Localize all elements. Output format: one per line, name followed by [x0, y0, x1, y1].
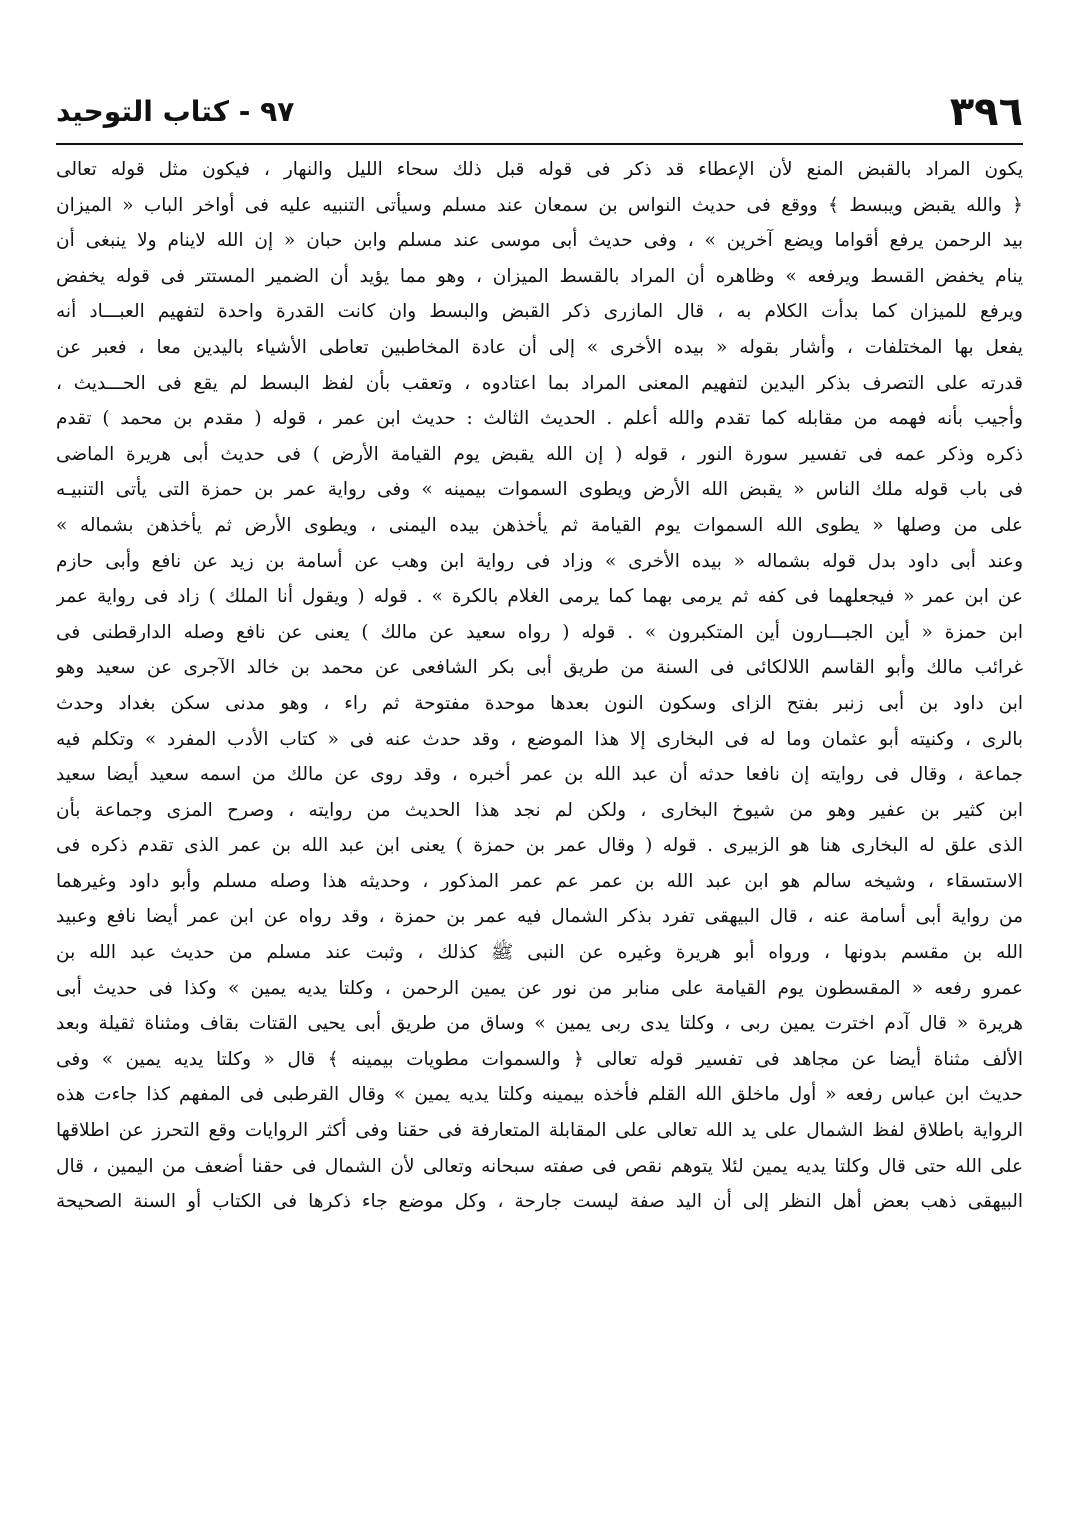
text-line: على الله حتى قال وكلتا يديه يمين لئلا يتوهم نقص فى صفته سبحانه وتعالى لأن الشمال فى حقنا أضعف من اليمين ، قال	[56, 1155, 1023, 1177]
text-line: فى باب قوله ملك الناس « يقبض الله الأرض ويطوى السموات بيمينه » وفى رواية عمر بن حمزة التى يأتى التنبيـه	[56, 479, 1023, 501]
text-line: بالرى ، وكنيته أبو عثمان وما له فى البخارى إلا هذا الموضع ، وقد حدث عنه فى « كتاب الأدب المفرد » وتكلم فيه	[56, 728, 1023, 750]
text-line: يكون المراد بالقبض المنع لأن الإعطاء قد ذكر فى قوله قبل ذلك سحاء الليل والنهار ، فيكون مثل قوله تعالى	[56, 159, 1023, 180]
text-line: يفعل بها المختلفات ، وأشار بقوله « بيده الأخرى » إلى أن عادة المخاطبين تعاطى الأشياء باليدين معا ، فعبر عن	[56, 336, 1023, 358]
text-line: الذى علق له البخارى هنا هو الزبيرى . قوله ( وقال عمر بن حمزة ) يعنى ابن عبد الله بن عمر الذى تقدم ذكره فى	[56, 835, 1023, 857]
page-header	[56, 88, 1023, 136]
header-divider	[56, 143, 1023, 145]
text-line: وعند أبى داود بدل قوله بشماله « بيده الأخرى » وزاد فى رواية ابن وهب عن أسامة بن زيد عن نافع وأبى حازم	[56, 550, 1023, 572]
text-line: على من وصلها « يطوى الله السموات يوم القيامة ثم يأخذهن بيده اليمنى ، ويطوى الأرض ثم يأخذهن بشماله »	[56, 514, 1023, 536]
text-line: ابن حمزة « أين الجبـــارون أين المتكبرون » . قوله ( رواه سعيد عن مالك ) يعنى عن نافع وصله الدارقطنى فى	[56, 621, 1023, 643]
text-line: الله بن مقسم بدونها ، ورواه أبو هريرة وغيره عن النبى ﷺ كذلك ، وثبت عند مسلم من حديث عبد الله بن	[56, 942, 1023, 964]
text-line: ابن كثير بن عفير وهو من شيوخ البخارى ، ولكن لم نجد هذا الحديث من روايته ، وصرح المزى وجماعة بأن	[56, 799, 1023, 821]
text-line: جماعة ، وقال فى روايته إن نافعا حدثه أن عبد الله بن عمر أخبره ، وقد روى عن مالك من اسمه سعيد أيضا سعيد	[56, 764, 1023, 786]
page-number: ٣٩٦	[949, 89, 1023, 135]
body-text	[56, 152, 1023, 1220]
text-line: ﴿ والله يقبض ويبسط ﴾ ووقع فى حديث النواس بن سمعان عند مسلم وسيأتى التنبيه عليه فى أواخر الباب « الميزان	[56, 194, 1023, 216]
text-line: عمرو رفعه « المقسطون يوم القيامة على منابر من نور عن يمين الرحمن ، وكلتا يديه يمين » وكذا فى حديث أبى	[56, 977, 1023, 999]
text-line: هريرة « قال آدم اخترت يمين ربى ، وكلتا يدى ربى يمين » وساق من طريق أبى يحيى القتات بقاف ومثناة ثقيلة وبعد	[56, 1013, 1023, 1035]
text-line: ذكره وذكر عمه فى تفسير سورة النور ، قوله ( إن الله يقبض يوم القيامة الأرض ) فى حديث أبى هريرة الماضى	[56, 443, 1023, 465]
text-line: قدرته على التصرف بذكر اليدين لتفهيم المعنى المراد بما اعتادوه ، وتعقب بأن لفظ البسط لم يقع فى الحـــديث ،	[56, 372, 1023, 394]
text-line: وأجيب بأنه فهمه من مقابله كما تقدم والله أعلم . الحديث الثالث : حديث ابن عمر ، قوله ( مقدم بن محمد ) تقدم	[56, 408, 1023, 430]
text-line: ينام يخفض القسط ويرفعه » وظاهره أن المراد بالقسط الميزان ، وهو مما يؤيد أن الضمير المستتر فى قوله يخفض	[56, 265, 1023, 287]
text-line: غرائب مالك وأبو القاسم اللالكائى فى السنة من طريق أبى بكر الشافعى عن محمد بن خالد الآجرى عن سعيد وهو	[56, 657, 1023, 679]
text-line: ابن داود بن أبى زنبر بفتح الزاى وسكون النون بعدها موحدة مفتوحة ثم راء ، وهو مدنى سكن بغداد وحدث	[56, 692, 1023, 714]
text-line: عن ابن عمر « فيجعلهما فى كفه ثم يرمى بهما كما يرمى الغلام بالكرة » . قوله ( ويقول أنا الملك ) زاد فى رواية عمر	[56, 586, 1023, 608]
text-line: البيهقى ذهب بعض أهل النظر إلى أن اليد صفة ليست جارحة ، وكل موضع جاء ذكرها فى الكتاب أو السنة الصحيحة	[56, 1191, 1023, 1213]
text-line: الألف مثناة أيضا عن مجاهد فى تفسير قوله تعالى ﴿ والسموات مطويات بيمينه ﴾ قال « وكلتا يديه يمين » وفى	[56, 1048, 1023, 1070]
text-line: الاستسقاء ، وشيخه سالم هو ابن عبد الله بن عمر عم عمر المذكور ، وحديثه هذا وصله مسلم وأبو داود وغيرهما	[56, 870, 1023, 892]
text-line: بيد الرحمن يرفع أقواما ويضع آخرين » ، وفى حديث أبى موسى عند مسلم وابن حبان « إن الله لاينام ولا ينبغى أن	[56, 230, 1023, 252]
text-line: من رواية أبى أسامة عنه ، قال البيهقى تفرد بذكر الشمال فيه عمر بن حمزة ، وقد رواه عن ابن عمر أيضا نافع وعبيد	[56, 906, 1023, 928]
text-line: الرواية باطلاق لفظ الشمال على يد الله تعالى على المقابلة المتعارفة فى حقنا وفى أكثر الروايات وقع التحرز عن اطلاقها	[56, 1120, 1023, 1142]
text-line: حديث ابن عباس رفعه « أول ماخلق الله القلم فأخذه بيمينه وكلتا يديه يمين » وقال القرطبى فى المفهم كذا جاءت هذه	[56, 1084, 1023, 1106]
text-line: ويرفع للميزان كما بدأت الكلام به ، قال المازرى ذكر القبض والبسط وان كانت القدرة واحدة لتفهيم العبـــاد أنه	[56, 301, 1023, 323]
running-head: ٩٧ - كتاب التوحيد	[56, 95, 295, 128]
